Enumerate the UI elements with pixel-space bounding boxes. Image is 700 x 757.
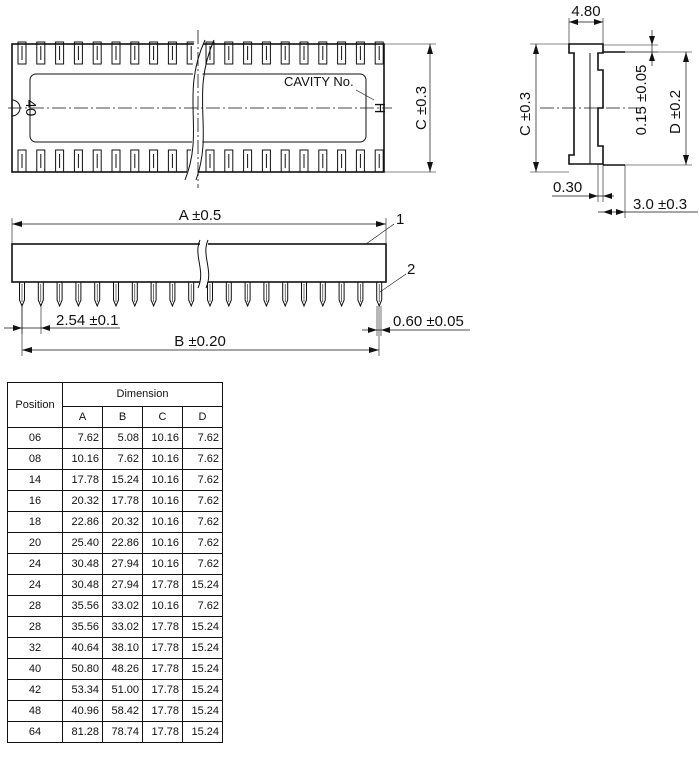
value-cell-b: 48.26 (103, 659, 143, 680)
pin-width-arrow-r (368, 327, 377, 333)
dimension-header: Dimension (63, 383, 223, 407)
value-cell-a: 53.34 (63, 680, 103, 701)
pitch-arrow-l (41, 325, 50, 331)
table-row (8, 470, 223, 491)
value-cell-d: 7.62 (183, 491, 223, 512)
value-cell-c: 17.78 (143, 575, 183, 596)
c-side-arrow-down (533, 162, 539, 172)
value-cell-c: 10.16 (143, 554, 183, 575)
value-cell-c: 10.16 (143, 428, 183, 449)
value-cell-b: 22.86 (103, 533, 143, 554)
d-arrow-down (683, 155, 689, 165)
value-cell-c: 17.78 (143, 722, 183, 743)
dim-015-arrow-up (649, 52, 655, 61)
value-cell-a: 25.40 (63, 533, 103, 554)
value-cell-b: 33.02 (103, 617, 143, 638)
value-cell-a: 7.62 (63, 428, 103, 449)
callout-2-leader (380, 274, 406, 292)
value-cell-c: 10.16 (143, 470, 183, 491)
b-arrow-l (22, 347, 32, 353)
table-row (8, 638, 223, 659)
side-view (517, 3, 698, 218)
position-cell: 32 (8, 638, 63, 659)
d-arrow-up (683, 52, 689, 62)
pitch-arrow-r (13, 325, 22, 331)
position-cell: 08 (8, 449, 63, 470)
value-cell-d: 15.24 (183, 701, 223, 722)
b-label: B ±0.20 (174, 333, 226, 350)
cavity-number-label: CAVITY No. (284, 74, 354, 89)
value-cell-c: 17.78 (143, 617, 183, 638)
value-cell-a: 20.32 (63, 491, 103, 512)
dimension-table-body (8, 428, 223, 743)
column-header-a: A (63, 406, 103, 427)
column-header-b: B (103, 406, 143, 427)
break-line-left (185, 40, 205, 180)
a-arrow-r (376, 221, 386, 227)
top-view (8, 30, 436, 188)
position-cell: 24 (8, 575, 63, 596)
value-cell-d: 15.24 (183, 575, 223, 596)
value-cell-d: 15.24 (183, 659, 223, 680)
value-cell-b: 38.10 (103, 638, 143, 659)
value-cell-b: 78.74 (103, 722, 143, 743)
dim-30-arrow-l (603, 209, 612, 215)
callout-2: 2 (407, 261, 416, 278)
dim-30-arrow-r (616, 209, 625, 215)
value-cell-d: 7.62 (183, 554, 223, 575)
technical-drawing (0, 0, 700, 370)
value-cell-b: 58.42 (103, 701, 143, 722)
value-cell-c: 10.16 (143, 449, 183, 470)
table-row (8, 491, 223, 512)
position-cell: 28 (8, 617, 63, 638)
a-arrow-l (12, 221, 22, 227)
front-view (4, 207, 470, 356)
break-line-right (196, 40, 214, 180)
value-cell-a: 30.48 (63, 575, 103, 596)
position-cell: 14 (8, 470, 63, 491)
c-side-arrow-up (533, 44, 539, 54)
column-header-d: D (183, 406, 223, 427)
value-cell-c: 10.16 (143, 512, 183, 533)
dim-015-arrow-down (649, 36, 655, 45)
value-cell-d: 15.24 (183, 638, 223, 659)
value-cell-b: 15.24 (103, 470, 143, 491)
dim-030-arrow-l (603, 193, 612, 199)
top-pin-row-left (18, 42, 383, 172)
c-top-label: C ±0.3 (413, 85, 430, 131)
callout-1-leader (366, 224, 394, 244)
position-header: Position (8, 383, 63, 428)
value-cell-a: 81.28 (63, 722, 103, 743)
table-row (8, 722, 223, 743)
value-cell-c: 17.78 (143, 701, 183, 722)
c-top-arrow-up (427, 44, 433, 54)
value-cell-c: 17.78 (143, 680, 183, 701)
dimension-table (7, 382, 223, 743)
position-cell: 40 (8, 659, 63, 680)
position-cell: 18 (8, 512, 63, 533)
value-cell-b: 27.94 (103, 554, 143, 575)
value-cell-c: 10.16 (143, 491, 183, 512)
dim-015-label: 0.15 ±0.05 (633, 64, 650, 136)
value-cell-d: 15.24 (183, 680, 223, 701)
value-cell-d: 7.62 (183, 428, 223, 449)
value-cell-d: 7.62 (183, 449, 223, 470)
value-cell-a: 30.48 (63, 554, 103, 575)
value-cell-a: 35.56 (63, 617, 103, 638)
pin-width-label: 0.60 ±0.05 (393, 313, 464, 330)
position-cell: 20 (8, 533, 63, 554)
front-break-line-right (206, 240, 209, 288)
c-top-arrow-down (427, 162, 433, 172)
value-cell-b: 7.62 (103, 449, 143, 470)
value-cell-d: 7.62 (183, 533, 223, 554)
value-cell-d: 7.62 (183, 596, 223, 617)
value-cell-a: 10.16 (63, 449, 103, 470)
front-break-line-left (198, 240, 201, 288)
position-cell: 28 (8, 596, 63, 617)
table-row (8, 596, 223, 617)
value-cell-b: 33.02 (103, 596, 143, 617)
value-cell-b: 5.08 (103, 428, 143, 449)
value-cell-d: 7.62 (183, 512, 223, 533)
d-label: D ±0.2 (667, 89, 684, 135)
table-row (8, 512, 223, 533)
position-cell: 06 (8, 428, 63, 449)
value-cell-c: 17.78 (143, 638, 183, 659)
value-cell-b: 27.94 (103, 575, 143, 596)
a-label: A ±0.5 (178, 207, 222, 224)
value-cell-d: 7.62 (183, 470, 223, 491)
value-cell-b: 51.00 (103, 680, 143, 701)
b-arrow-r (369, 347, 379, 353)
pin-count-label: 40 (22, 99, 39, 117)
value-cell-a: 22.86 (63, 512, 103, 533)
table-row (8, 701, 223, 722)
value-cell-b: 20.32 (103, 512, 143, 533)
value-cell-d: 15.24 (183, 722, 223, 743)
table-row (8, 617, 223, 638)
value-cell-b: 17.78 (103, 491, 143, 512)
cavity-leader (356, 90, 374, 100)
side-view-outline (569, 44, 603, 164)
c-side-label: C ±0.3 (517, 91, 534, 137)
table-row (8, 449, 223, 470)
dim-030-arrow-r (589, 193, 598, 199)
value-cell-a: 50.80 (63, 659, 103, 680)
value-cell-a: 40.96 (63, 701, 103, 722)
position-cell: 48 (8, 701, 63, 722)
position-cell: 16 (8, 491, 63, 512)
table-row (8, 533, 223, 554)
position-cell: 64 (8, 722, 63, 743)
value-cell-a: 40.64 (63, 638, 103, 659)
dim-030-label: 0.30 (553, 179, 583, 196)
value-cell-c: 10.16 (143, 533, 183, 554)
table-row (8, 575, 223, 596)
dim-30-label: 3.0 ±0.3 (633, 196, 688, 213)
column-header-c: C (143, 406, 183, 427)
callout-1: 1 (396, 211, 405, 228)
position-cell: 42 (8, 680, 63, 701)
value-cell-a: 17.78 (63, 470, 103, 491)
value-cell-a: 35.56 (63, 596, 103, 617)
value-cell-c: 10.16 (143, 596, 183, 617)
position-cell: 24 (8, 554, 63, 575)
front-pin-row (20, 282, 382, 306)
table-row (8, 680, 223, 701)
pitch-label: 2.54 ±0.1 (56, 312, 119, 329)
table-row (8, 428, 223, 449)
dim-480-label: 4.80 (571, 3, 601, 20)
pin-width-arrow-l (381, 327, 390, 333)
value-cell-d: 15.24 (183, 617, 223, 638)
table-row (8, 659, 223, 680)
top-pin-row-right (18, 42, 383, 172)
value-cell-c: 17.78 (143, 659, 183, 680)
table-row (8, 554, 223, 575)
cavity-mark: H (371, 102, 388, 114)
